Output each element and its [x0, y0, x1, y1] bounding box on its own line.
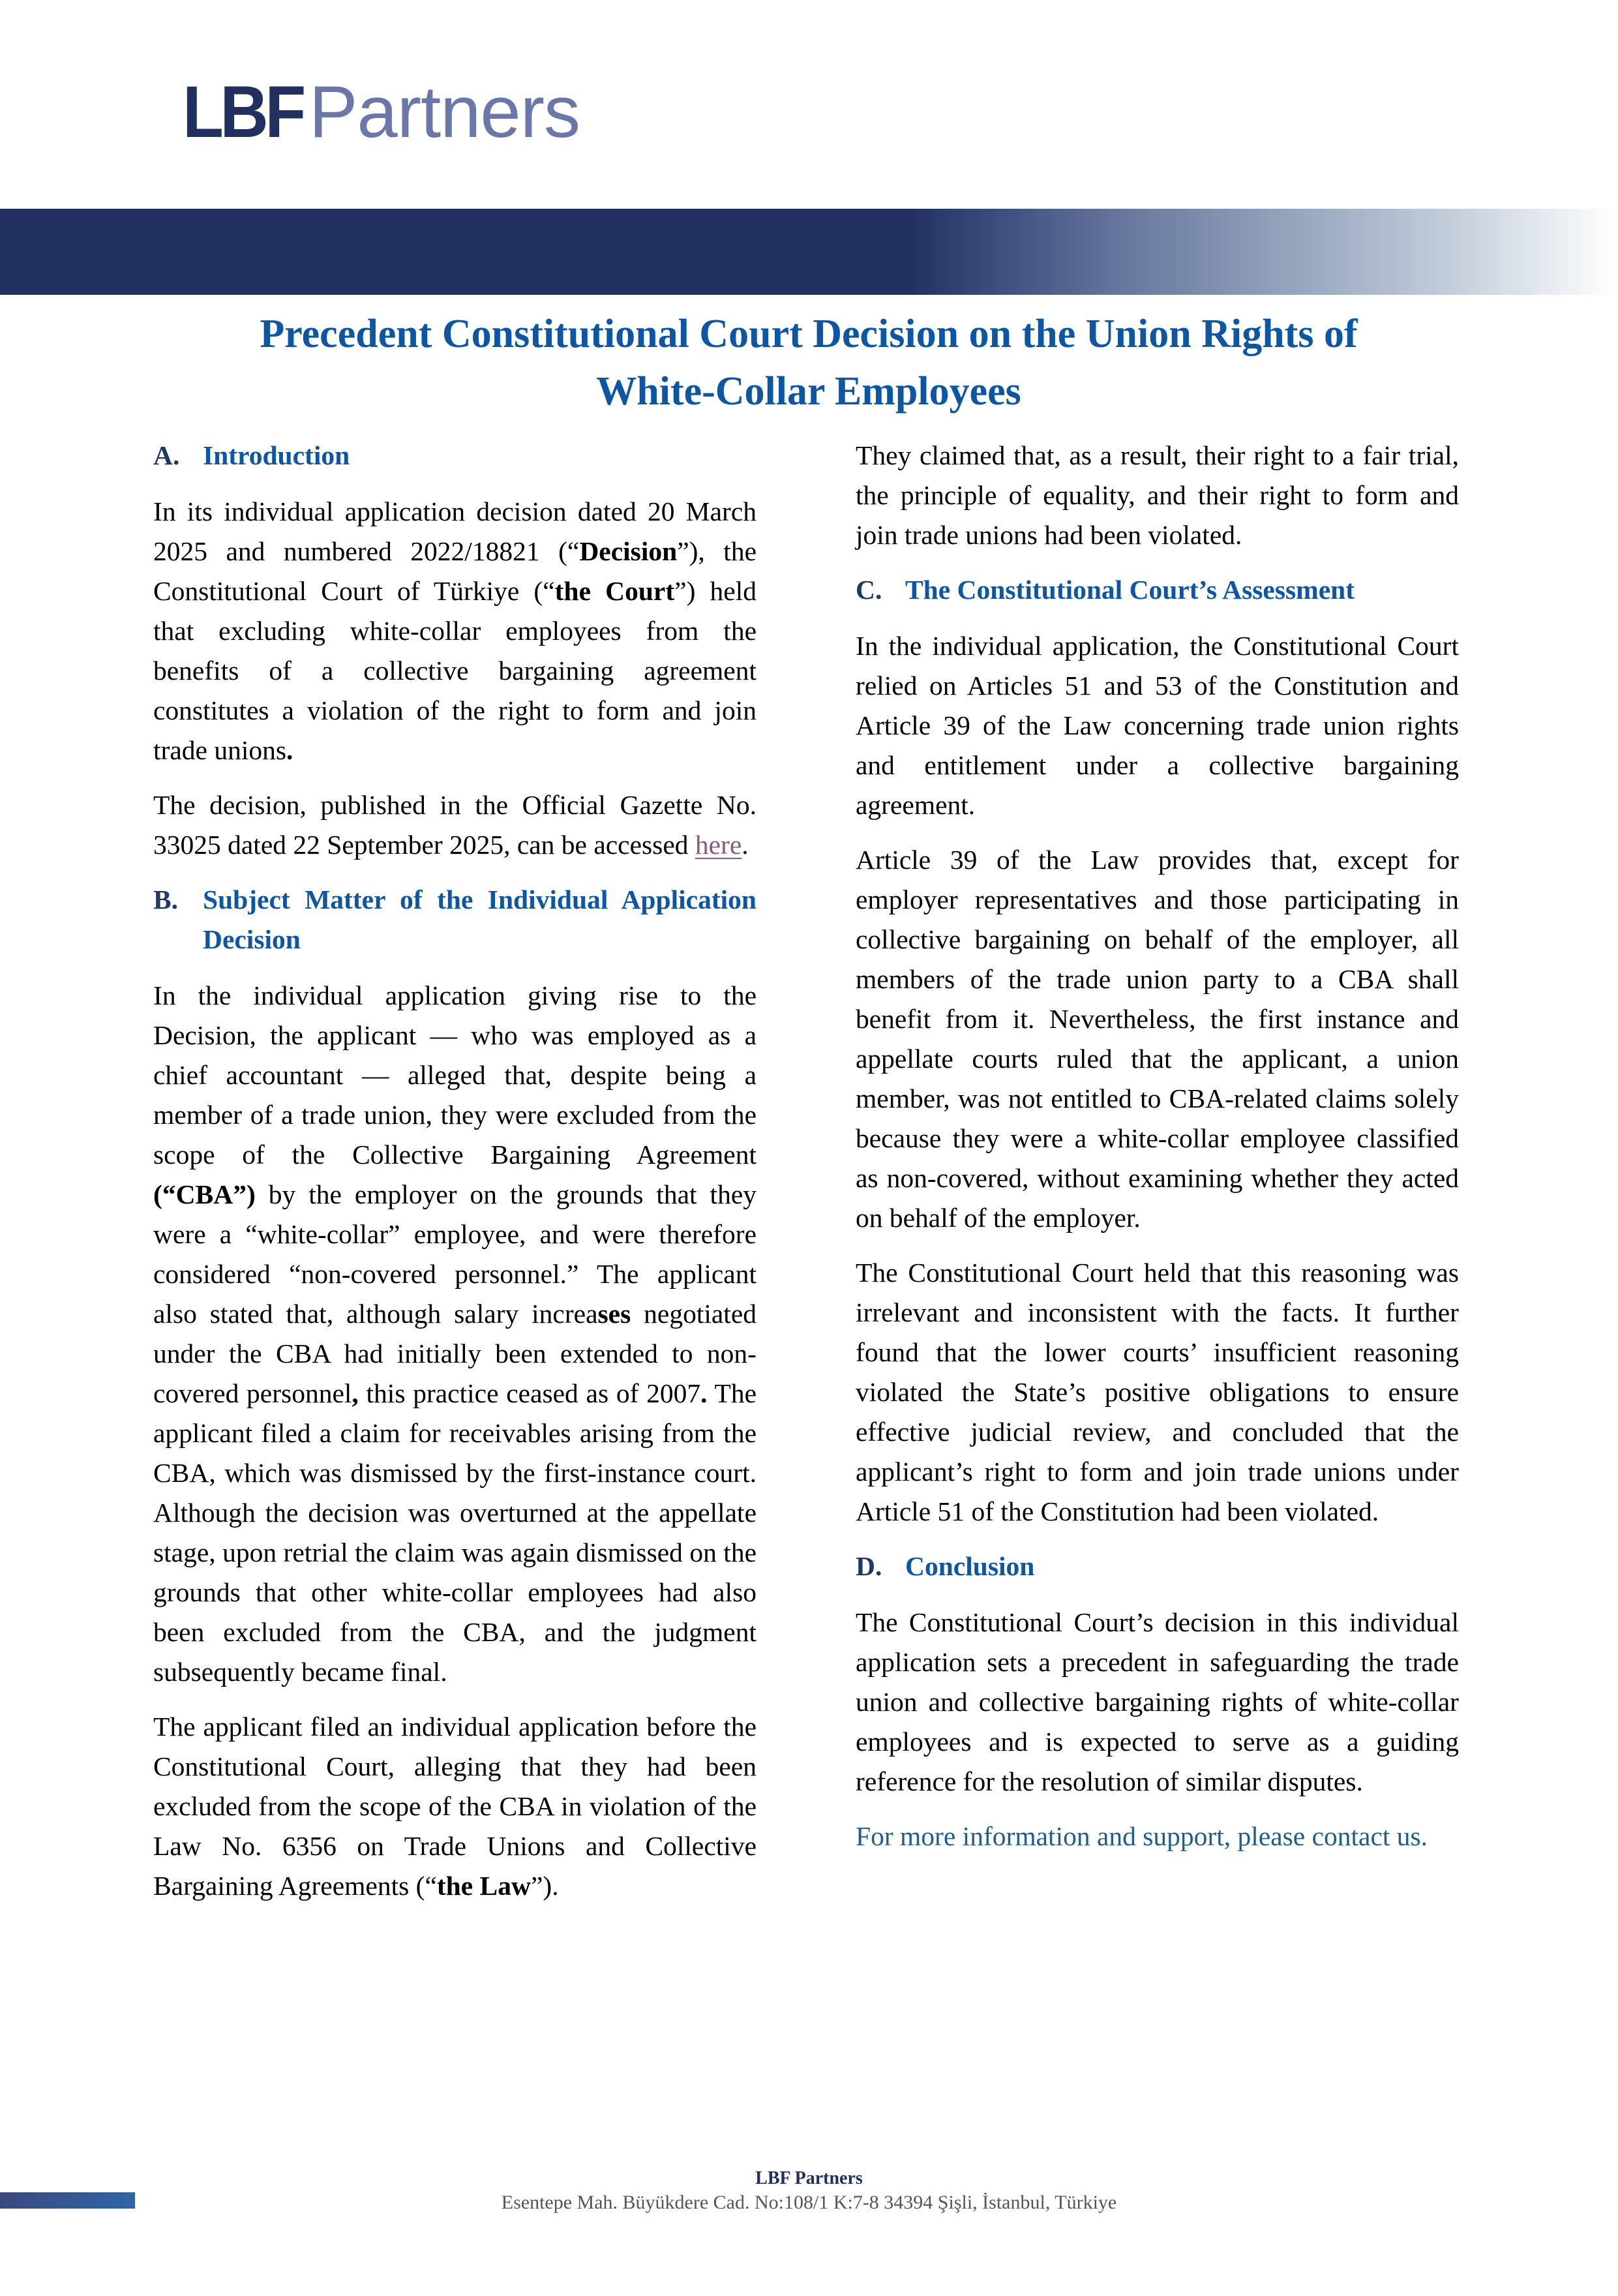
text-run: The applicant filed an individual application before the Constitutional Court, alleging that they had been excluded from the scope of the CBA in violation of the Law No. 6356 on Trade Unions and Collective Bargaining Agreements (“ [153, 1712, 757, 1901]
text-run: ”). [530, 1871, 559, 1901]
section-title: Subject Matter of the Individual Application Decision [203, 884, 757, 954]
text-run: negotiated under the CBA had initially been extended to non-covered personnel [153, 1299, 757, 1408]
right-column [856, 436, 1459, 1871]
footer-company-name: LBF Partners [755, 2168, 863, 2188]
section-heading-assessment [856, 570, 1459, 610]
page-footer [0, 2167, 1618, 2215]
official-gazette-link[interactable]: here [695, 830, 742, 860]
text-run: , [352, 1378, 359, 1408]
assessment-paragraph-3: The Constitutional Court held that this reasoning was irrelevant and inconsistent with the facts. It further found that the lower courts’ insufficient reasoning violated the State’s positive obligations to ensure effective judicial review, and concluded that the applicant’s right to form and join trade unions under Article 51 of the Constitution had been violated. [856, 1258, 1459, 1526]
defined-term-law: the Law [436, 1871, 531, 1901]
text-run: In the individual application giving rise to the Decision, the applicant — who was employed as a chief accountant — alleged that, despite being a member of a trade union, they were excluded from the scope of the Collective Bargaining Agreement [153, 980, 757, 1170]
defined-term-court: the Court [554, 576, 675, 606]
intro-paragraph-1 [153, 492, 757, 770]
subject-paragraph-3: They claimed that, as a result, their right to a fair trial, the principle of equality, and their right to form and join trade unions had been violated. [856, 440, 1459, 550]
section-heading-introduction [153, 436, 757, 476]
intro-paragraph-2 [153, 785, 757, 865]
section-letter: A. [153, 440, 180, 470]
text-run: this practice ceased as of 2007 [358, 1378, 701, 1408]
section-heading-conclusion [856, 1547, 1459, 1586]
defined-term-decision: Decision [579, 536, 678, 566]
text-run: . [286, 735, 293, 765]
contact-us-link[interactable]: For more information and support, please contact us. [856, 1821, 1428, 1851]
text-run: ”) held that excluding white-collar employees from the benefits of a collective bargaining agreement constitutes a violation of the right to form and join trade unions [153, 576, 757, 765]
left-column [153, 436, 757, 1921]
conclusion-paragraph: The Constitutional Court’s decision in this individual application sets a precedent in safeguarding the trade union and collective bargaining rights of white-collar employees and is expected to serve as a guiding reference for the resolution of similar disputes. [856, 1607, 1459, 1796]
text-run: The applicant filed a claim for receivables arising from the CBA, which was dismissed by the first-instance court. Although the decision was overturned at the appellate stage, upon retrial the claim was again dismissed on the grounds that other white-collar employees had also been excluded from the CBA, and the judgment subsequently became final. [153, 1378, 757, 1687]
section-title: Conclusion [905, 1551, 1035, 1581]
section-heading-subject-matter [153, 880, 757, 959]
text-run: . [742, 830, 749, 860]
text-run: ses [597, 1299, 631, 1329]
logo-partners-text: Partners [308, 71, 580, 153]
company-logo [183, 71, 580, 153]
text-run: ”), the Constitutional Court of Türkiye (“ [153, 536, 757, 606]
section-letter: D. [856, 1551, 882, 1581]
title-line-1: Precedent Constitutional Court Decision on the Union Rights of [260, 312, 1358, 356]
footer-address: Esentepe Mah. Büyükdere Cad. No:108/1 K:7-8 34394 Şişli, İstanbul, Türkiye [501, 2192, 1117, 2213]
section-letter: C. [856, 575, 882, 605]
assessment-paragraph-1: In the individual application, the Constitutional Court relied on Articles 51 and 53 of the Constitution and Article 39 of the Law concerning trade union rights and entitlement under a collective bargaining agreement. [856, 631, 1459, 820]
text-run: In its individual application decision dated 20 March 2025 and numbered 2022/18821 (“ [153, 496, 757, 566]
section-letter: B. [153, 884, 179, 914]
section-title: The Constitutional Court’s Assessment [905, 575, 1355, 605]
text-run: The decision, published in the Official Gazette No. 33025 dated 22 September 2025, can be accessed [153, 790, 757, 860]
title-line-2: White-Collar Employees [596, 369, 1021, 414]
text-run: by the employer on the grounds that they were a “white-collar” employee, and were therefore considered “non-covered personnel.” The applicant also stated that, although salary increa [153, 1179, 757, 1329]
defined-term-cba: (“CBA”) [153, 1179, 256, 1209]
section-title: Introduction [203, 440, 350, 470]
document-title [157, 305, 1461, 420]
subject-paragraph-2 [153, 1707, 757, 1906]
text-run: . [700, 1378, 708, 1408]
assessment-paragraph-2: Article 39 of the Law provides that, except for employer representatives and those participating in collective bargaining on behalf of the employer, all members of the trade union party to a CBA shall benefit from it. Nevertheless, the first instance and appellate courts ruled that the applicant, a union member, was not entitled to CBA-related claims solely because they were a white-collar employee classified as non-covered, without examining whether they acted on behalf of the employer. [856, 845, 1459, 1233]
logo-lbf-text: LBF [183, 71, 303, 153]
subject-paragraph-1 [153, 976, 757, 1692]
header-banner [0, 209, 1618, 295]
